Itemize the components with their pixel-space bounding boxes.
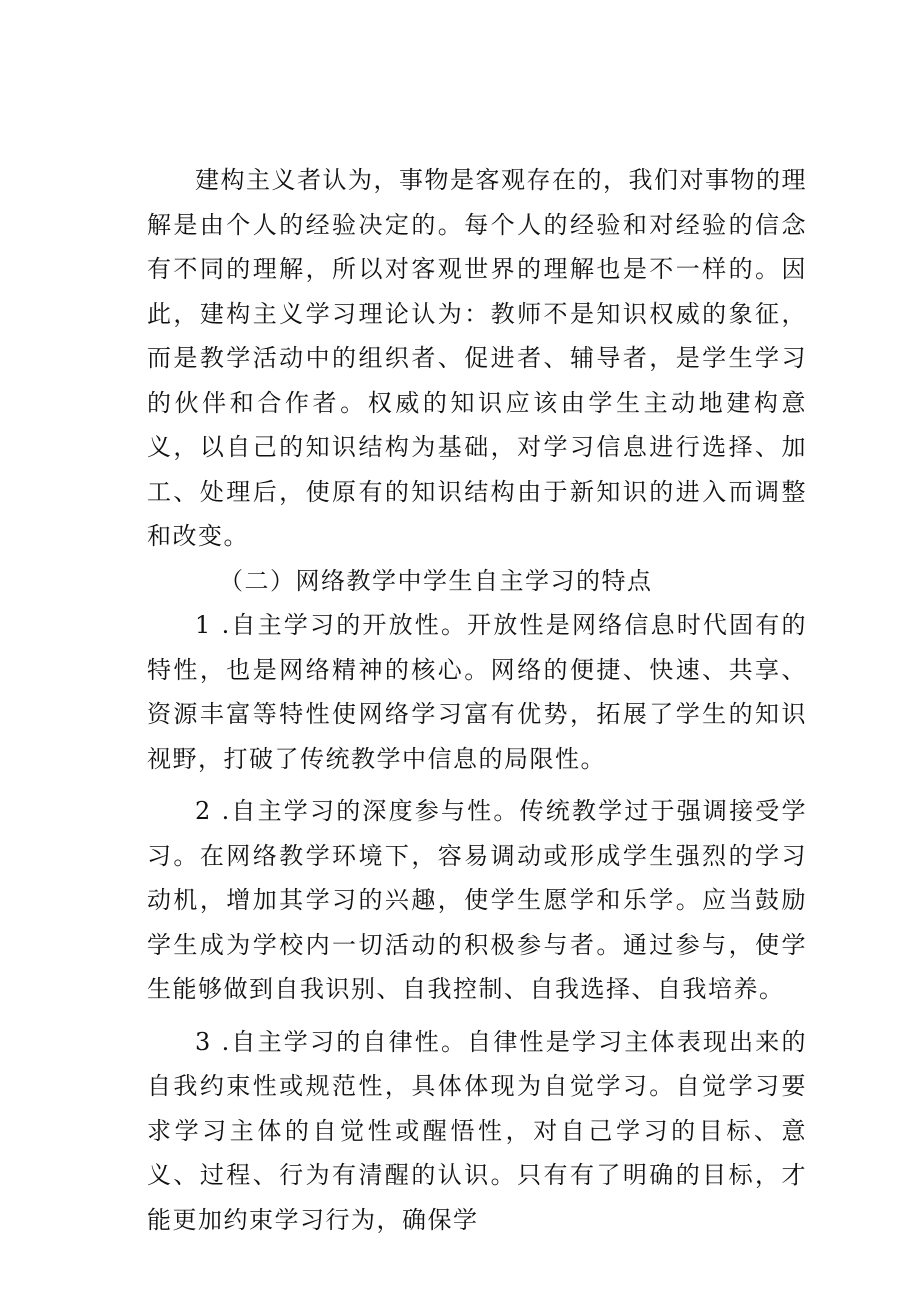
paragraph-self-discipline: 3 .自主学习的自律性。自律性是学习主体表现出来的自我约束性或规范性，具体体现为自觉学习。自觉学习要求学习主体的自觉性或醒悟性，对自己学习的目标、意义、过程、行为有清醒的认识。只有有了明确的目标，才能更加约束学习行为，确保学 bbox=[147, 1027, 807, 1234]
paragraph-spacer bbox=[147, 1012, 807, 1020]
document-body bbox=[147, 158, 807, 1242]
paragraph-openness: 1 .自主学习的开放性。开放性是网络信息时代固有的特性，也是网络精神的核心。网络的便捷、快速、共享、资源丰富等特性使网络学习富有优势，拓展了学生的知识视野，打破了传统教学中信息的局限性。 bbox=[147, 611, 807, 773]
paragraph-constructivism: 建构主义者认为，事物是客观存在的，我们对事物的理解是由个人的经验决定的。每个人的经验和对经验的信念有不同的理解，所以对客观世界的理解也是不一样的。因此，建构主义学习理论认为：教师不是知识权威的象征，而是教学活动中的组织者、促进者、辅导者，是学生学习的伙伴和合作者。权威的知识应该由学生主动地建构意义，以自己的知识结构为基础，对学习信息进行选择、加工、处理后，使原有的知识结构由于新知识的进入而调整和改变。 bbox=[147, 166, 807, 550]
section-heading: （二）网络教学中学生自主学习的特点 bbox=[219, 566, 653, 595]
paragraph-spacer bbox=[147, 781, 807, 789]
paragraph-participation: 2 .自主学习的深度参与性。传统教学过于强调接受学习。在网络教学环境下，容易调动或形成学生强烈的学习动机，增加其学习的兴趣，使学生愿学和乐学。应当鼓励学生成为学校内一切活动的积极参与者。通过参与，使学生能够做到自我识别、自我控制、自我选择、自我培养。 bbox=[147, 797, 807, 1003]
